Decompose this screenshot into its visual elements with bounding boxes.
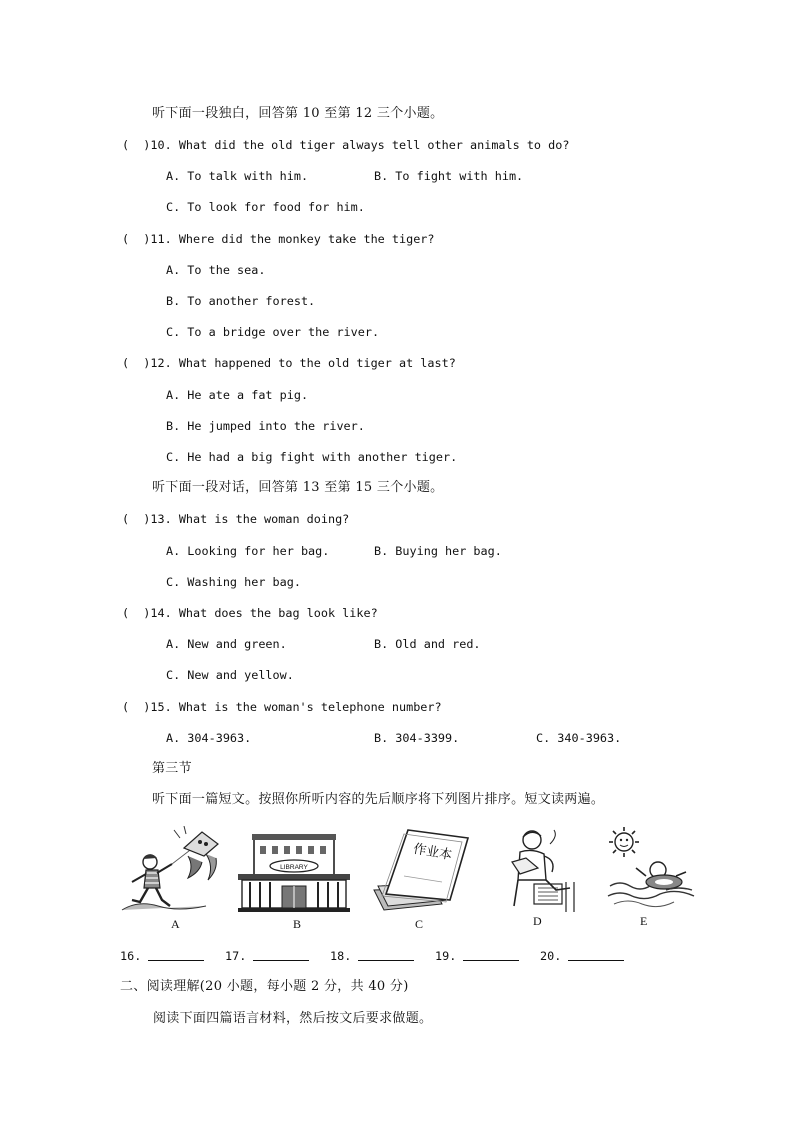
question-stem: ( )12. What happened to the old tiger at last? — [122, 356, 456, 370]
question-stem: ( )11. Where did the monkey take the tiger? — [122, 232, 435, 246]
option: B. He jumped into the river. — [166, 419, 365, 433]
option: A. To the sea. — [166, 263, 266, 277]
answer-blank-16[interactable] — [148, 946, 204, 961]
library-building-icon — [238, 832, 350, 912]
homework-notebook-icon — [370, 828, 472, 914]
picture-letter: E — [640, 914, 648, 928]
answer-number: 17. — [225, 949, 247, 963]
answer-blank-20[interactable] — [568, 946, 624, 961]
option: C. To look for food for him. — [166, 200, 365, 214]
answer-number: 20. — [540, 949, 562, 963]
reading-instruction: 阅读下面四篇语言材料，然后按文后要求做题。 — [153, 1011, 433, 1026]
part-instruction: 听下面一篇短文。按照你所听内容的先后顺序将下列图片排序。短文读两遍。 — [152, 792, 605, 807]
section-intro: 听下面一段对话，回答第 13 至第 15 三个小题。 — [152, 480, 444, 495]
picture-letter: B — [293, 917, 302, 931]
question-stem: ( )10. What did the old tiger always tell other animals to do? — [122, 138, 570, 152]
answer-blank-17[interactable] — [253, 946, 309, 961]
picture-letter: C — [415, 917, 424, 931]
answer-blank-19[interactable] — [463, 946, 519, 961]
boy-swimming-icon — [606, 826, 696, 910]
section-intro: 听下面一段独白，回答第 10 至第 12 三个小题。 — [152, 106, 444, 121]
question-stem: ( )15. What is the woman's telephone number? — [122, 700, 442, 714]
option: C. New and yellow. — [166, 668, 294, 682]
option: A. To talk with him. — [166, 169, 309, 183]
option: B. To fight with him. — [374, 169, 524, 183]
option: B. 304-3399. — [374, 731, 460, 745]
boy-flying-kite-icon — [118, 826, 230, 916]
option: B. To another forest. — [166, 294, 316, 308]
option: C. Washing her bag. — [166, 575, 301, 589]
part-title: 第三节 — [152, 761, 192, 776]
answer-number: 18. — [330, 949, 352, 963]
option: C. 340-3963. — [536, 731, 622, 745]
reading-heading: 二、阅读理解(20 小题，每小题 2 分，共 40 分) — [120, 979, 409, 994]
option: B. Old and red. — [374, 637, 481, 651]
option: A. 304-3963. — [166, 731, 252, 745]
option: A. New and green. — [166, 637, 287, 651]
picture-letter: A — [171, 917, 180, 931]
answer-number: 16. — [120, 949, 142, 963]
option: C. He had a big fight with another tiger. — [166, 450, 458, 464]
picture-letter: D — [533, 914, 542, 928]
question-stem: ( )14. What does the bag look like? — [122, 606, 378, 620]
option: A. Looking for her bag. — [166, 544, 330, 558]
option: C. To a bridge over the river. — [166, 325, 380, 339]
question-stem: ( )13. What is the woman doing? — [122, 512, 350, 526]
notebook-cover-text: 作业本 — [412, 841, 454, 864]
answer-blank-18[interactable] — [358, 946, 414, 961]
boy-reading-icon — [496, 826, 580, 914]
option: B. Buying her bag. — [374, 544, 502, 558]
option: A. He ate a fat pig. — [166, 388, 309, 402]
library-sign: LIBRARY — [280, 864, 308, 871]
answer-number: 19. — [435, 949, 457, 963]
